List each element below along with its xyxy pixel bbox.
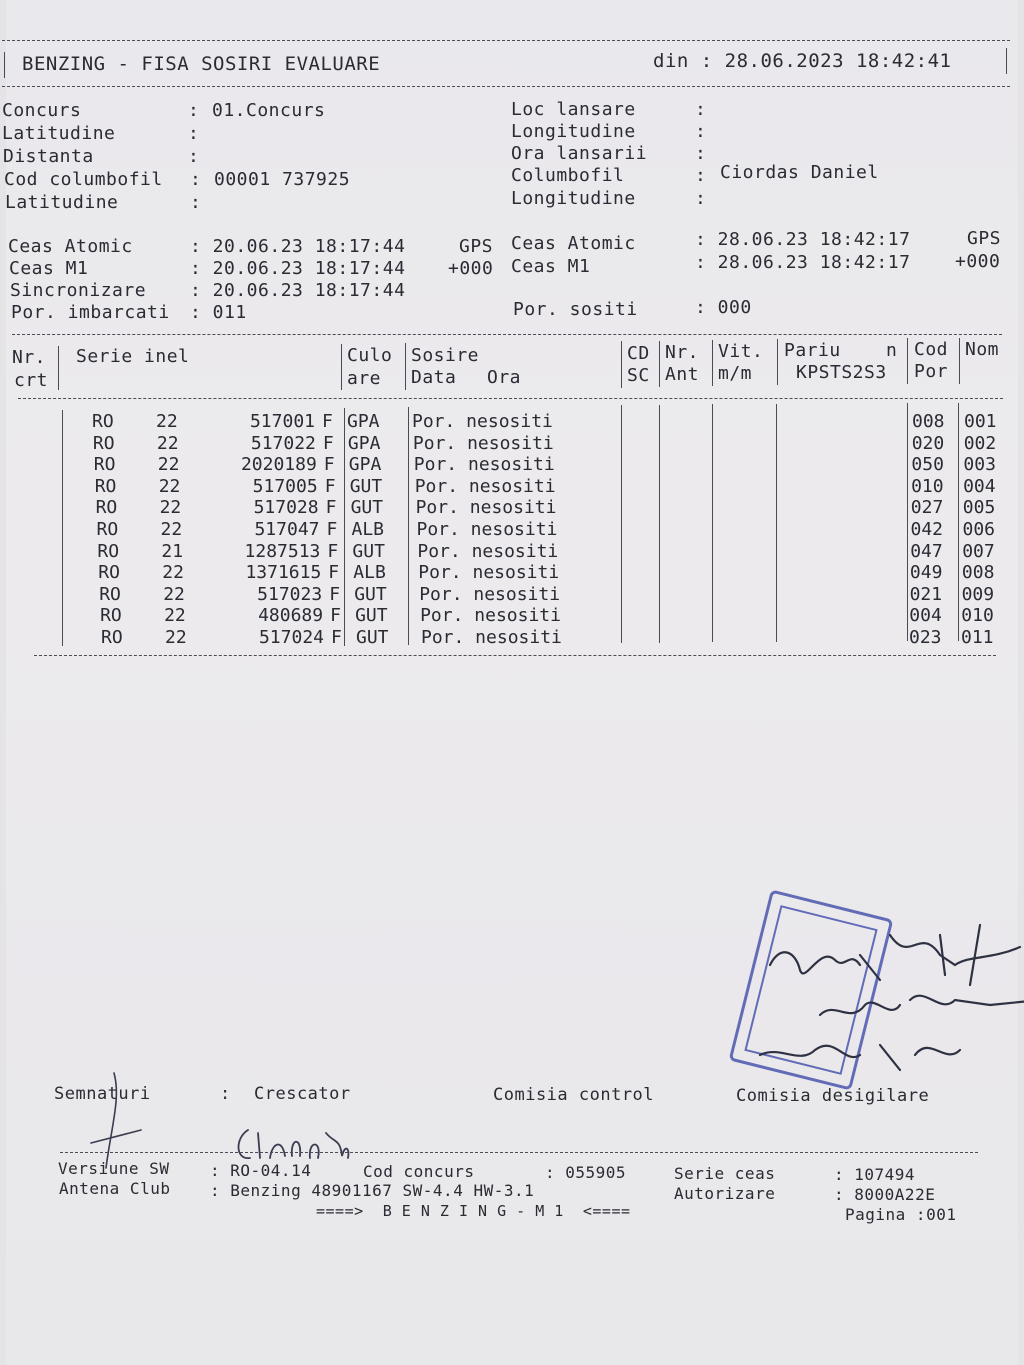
cod-por: 023 [909,627,942,648]
col-header-data: Data [411,367,457,388]
arrival-status: Por. nesositi [415,497,557,519]
col-header-crt: crt [14,370,49,391]
pigeon-sex: F [331,627,342,648]
pigeon-color: GPA [347,432,381,454]
col-divider [659,341,660,387]
ring-year: 22 [157,454,180,476]
report-date: din : 28.06.2023 18:42:41 [653,50,952,72]
col-header-sc: SC [627,365,650,386]
info-label: Latitudine [5,192,119,213]
ring-year: 22 [160,519,183,540]
col-header-nom: Nom [965,339,1000,360]
clock-value: : 20.06.23 18:17:44 [190,258,406,279]
ring-year: 22 [156,432,179,454]
table-row [0,519,1024,541]
ring-number: 480689 [258,605,324,627]
info-sep: : [188,146,200,167]
pigeon-sex: F [322,432,334,454]
col-header-nr-ant: Nr. [665,342,700,363]
serie-ceas-label: Serie ceas [674,1164,776,1183]
ring-year: 22 [165,627,187,648]
col-divider [907,338,908,384]
pigeon-sex: F [322,411,333,432]
col-header-cd: CD [627,343,650,364]
comisia-control-label: Comisia control [493,1085,655,1105]
nom-value: 011 [961,627,994,648]
info-value: 00001 737925 [214,169,351,190]
col-header-serie: Serie inel [76,346,190,367]
ring-year: 22 [158,475,181,497]
pigeon-sex: F [330,605,341,627]
ring-country: RO [92,432,115,454]
pigeon-sex: F [323,454,335,476]
pigeon-sex: F [327,540,339,562]
ring-year: 22 [163,583,185,605]
info-sep: : [190,192,202,213]
pigeon-color: GUT [349,475,383,497]
col-header-pariu: Pariu [784,340,841,361]
ring-number: 517024 [258,627,324,648]
clock-value: : 011 [190,302,247,323]
col-header-ora: Ora [487,367,522,388]
info-label: Latitudine [2,123,116,144]
nom-value: 001 [964,411,997,432]
info-value: 01.Concurs [212,100,326,121]
pigeon-color: GPA [348,454,382,476]
ring-country: RO [101,627,123,648]
arrival-status: Por. nesositi [414,475,556,497]
nom-value: 002 [963,432,997,454]
page-number: Pagina :001 [845,1205,957,1224]
ring-country: RO [99,583,121,605]
cod-por: 021 [909,583,943,605]
pigeon-color: ALB [351,519,385,540]
pigeon-color: GUT [354,583,387,605]
table-row [0,411,1024,433]
pigeon-color: GPA [347,411,380,432]
ring-year: 22 [164,605,186,627]
nom-value: 003 [963,454,996,476]
clock-value: : 28.06.23 18:42:17 [695,229,911,250]
ring-number: 1287513 [244,540,321,562]
pigeon-color: ALB [353,562,386,584]
info-label: Longitudine [511,121,636,142]
nom-value: 005 [962,497,996,519]
info-label: Distanta [3,146,94,167]
table-row [0,433,1024,455]
clock-label: Por. sositi [513,299,638,320]
pigeon-color: GUT [356,627,389,648]
table-row [0,605,1024,627]
table-row [0,562,1024,584]
table-header-rule [18,398,1003,399]
ring-country: RO [95,497,118,519]
col-divider [621,341,622,388]
cod-por: 047 [910,540,943,562]
ring-number: 517023 [257,583,323,605]
ring-number: 1371615 [245,562,322,584]
cod-por: 050 [911,454,944,476]
info-sep: : [190,169,202,190]
nom-value: 008 [961,562,995,584]
pigeon-sex: F [329,583,341,605]
clock-label: Ceas M1 [9,258,89,279]
arrival-status: Por. nesositi [412,411,553,432]
col-header-pariu-n: n [886,340,898,361]
crescator-label: Crescator [254,1084,351,1104]
table-row [0,541,1024,563]
col-header-sosire: Sosire [411,345,480,366]
ring-country: RO [100,605,122,627]
nom-value: 007 [962,540,995,562]
comisia-desigilare-label: Comisia desigilare [736,1086,930,1106]
ring-number: 517005 [252,475,318,497]
arrival-status: Por. nesositi [416,519,558,540]
nom-value: 010 [961,605,994,627]
col-header-pariu-2: KPSTS2S3 [796,362,887,383]
ring-number: 517022 [250,432,316,454]
col-divider [341,344,342,390]
pigeon-sex: F [325,497,337,519]
ring-country: RO [92,411,114,432]
signatures-label: Semnaturi [54,1084,151,1104]
col-header-nr-ant-2: Ant [665,364,700,385]
ring-number: 517047 [254,519,320,540]
info-sep: : [695,121,707,142]
ring-number: 517001 [249,411,315,432]
cod-por: 042 [910,519,944,540]
clock-label: Sincronizare [10,280,147,301]
col-header-cod-2: Por [914,361,949,382]
col-header-vit-2: m/m [718,363,753,384]
clock-extra: GPS [459,236,494,257]
arrival-status: Por. nesositi [420,605,561,627]
pigeon-color: GUT [350,497,384,519]
versiune-value: : RO-04.14 [210,1161,312,1180]
report-title: BENZING - FISA SOSIRI EVALUARE [22,53,381,75]
cod-por: 020 [911,432,945,454]
ring-year: 21 [161,540,184,562]
ring-country: RO [96,519,119,540]
serie-ceas-value: : 107494 [834,1165,916,1184]
info-sep: : [695,143,707,164]
benzing-banner: ====> B E N Z I N G - M 1 <==== [316,1202,631,1220]
info-sep: : [188,123,200,144]
ring-country: RO [93,454,116,476]
ring-country: RO [98,562,120,584]
cod-por: 008 [912,411,945,432]
table-row [0,497,1024,519]
info-sep: : [695,188,707,209]
pigeon-color: GUT [352,540,385,562]
commission-signatures [740,905,1024,1085]
info-sep: : [695,99,707,120]
pigeon-sex: F [326,519,338,540]
ring-year: 22 [162,562,184,584]
autorizare-value: : 8000A22E [834,1185,936,1204]
ring-country: RO [97,540,120,562]
table-row [0,476,1024,498]
header-bottom-rule [2,86,1010,87]
table-row [0,584,1024,606]
cod-por: 027 [910,497,944,519]
autorizare-label: Autorizare [674,1184,776,1203]
col-divider [405,343,406,390]
col-header-culo: Culo [347,345,393,366]
info-label: Loc lansare [511,99,636,120]
col-header-culo-2: are [347,368,382,389]
ring-number: 517028 [253,497,319,519]
table-row [0,627,1024,649]
cod-por: 049 [909,562,943,584]
arrival-status: Por. nesositi [421,627,562,648]
info-label: Cod columbofil [4,169,163,190]
ring-country: RO [94,475,117,497]
header-right-border [1006,48,1007,74]
info-label: Ora lansarii [511,143,648,164]
clock-label: Por. imbarcati [11,302,170,323]
col-header-nr: Nr. [12,347,47,368]
col-divider [959,338,960,384]
pigeon-sex: F [328,562,340,584]
clock-label: Ceas Atomic [511,233,636,254]
columbofil-name: Ciordas Daniel [720,162,879,183]
clock-value: : 000 [695,297,752,318]
ring-year: 22 [159,497,182,519]
antena-value: : Benzing 48901167 SW-4.4 HW-3.1 [210,1181,535,1200]
col-header-vit: Vit. [718,341,764,362]
cod-concurs-label: Cod concurs [363,1162,475,1181]
signatures-sep: : [220,1084,231,1104]
clock-value: : 28.06.23 18:42:17 [695,252,911,273]
arrival-status: Por. nesositi [418,562,560,584]
versiune-label: Versiune SW [58,1159,170,1178]
ring-number: 2020189 [240,454,317,476]
arrival-status: Por. nesositi [417,540,559,562]
col-divider [777,339,778,385]
nom-value: 004 [963,475,996,497]
footer-rule [60,1152,978,1153]
cod-por: 010 [911,475,944,497]
info-sep: : [695,165,707,186]
pigeon-color: GUT [355,605,388,627]
arrival-status: Por. nesositi [412,432,554,454]
table-row [0,454,1024,476]
header-top-rule [2,40,1010,41]
clock-extra: +000 [448,258,494,279]
nom-value: 009 [961,583,995,605]
clock-extra: GPS [967,228,1002,249]
clock-value: : 20.06.23 18:17:44 [190,236,406,257]
pigeon-sex: F [324,475,336,497]
clock-value: : 20.06.23 18:17:44 [190,280,406,301]
col-divider [712,340,713,386]
antena-label: Antena Club [59,1179,171,1198]
ring-year: 22 [156,411,178,432]
col-divider [58,346,59,390]
arrival-status: Por. nesositi [413,454,555,476]
header-left-border [4,52,5,78]
table-bottom-rule [34,655,996,656]
cod-por: 004 [909,605,942,627]
clock-label: Ceas Atomic [8,236,133,257]
col-header-cod: Cod [914,339,949,360]
table-top-rule [12,334,1002,335]
info-label: Longitudine [511,188,636,209]
clock-extra: +000 [955,251,1001,272]
nom-value: 006 [962,519,996,540]
cod-concurs-value: : 055905 [545,1163,627,1182]
info-label: Columbofil [511,165,625,186]
info-label: Concurs [2,100,82,121]
clock-label: Ceas M1 [511,256,591,277]
arrival-status: Por. nesositi [419,583,561,605]
info-sep: : [188,100,200,121]
